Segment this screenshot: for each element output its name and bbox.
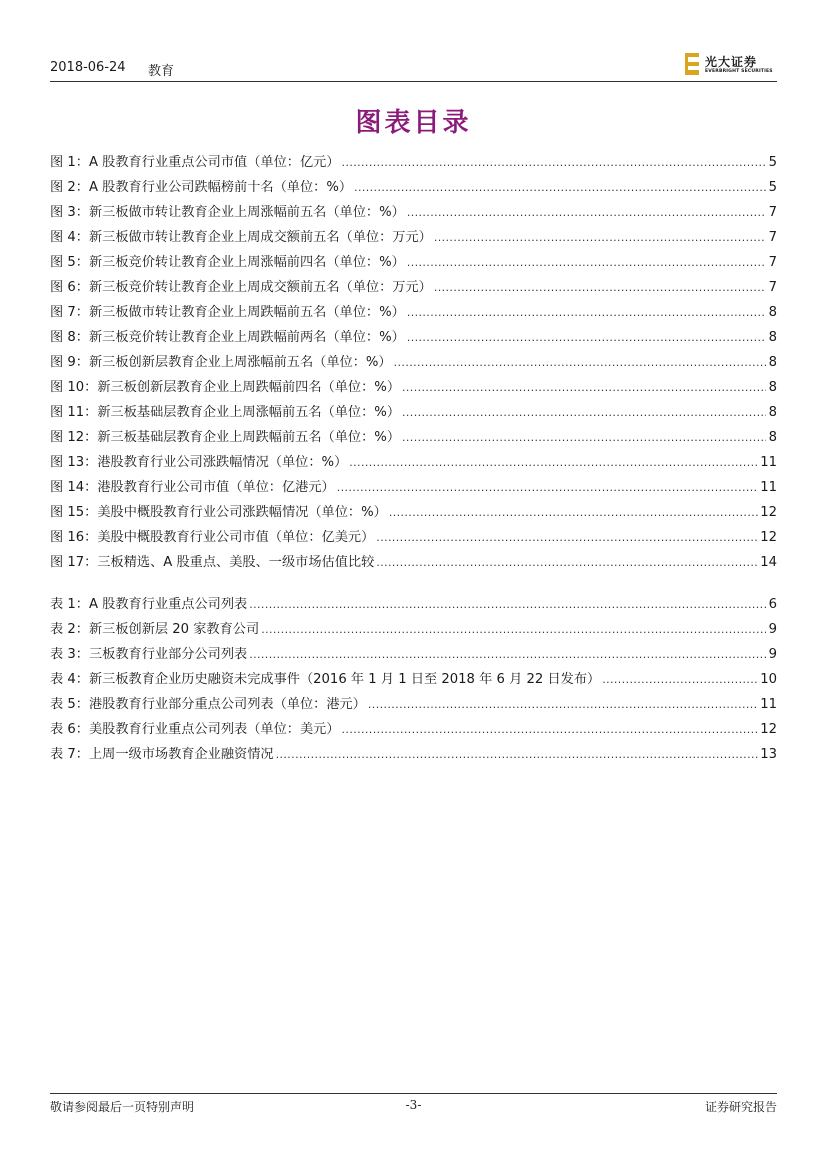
report-type: 证券研究报告 xyxy=(704,1100,777,1114)
figure-entry-label: 图 1：A 股教育行业重点公司市值（单位：亿元） xyxy=(50,155,340,170)
figure-entry-label: 图 13：港股教育行业公司涨跌幅情况（单位：%） xyxy=(50,455,348,470)
dot-leader xyxy=(389,504,758,521)
table-entry-label: 表 3：三板教育行业部分公司列表 xyxy=(50,647,248,662)
report-date: 2018-06-24 xyxy=(50,60,126,75)
figure-entry-label: 图 8：新三板竞价转让教育企业上周跌幅前两名（单位：%） xyxy=(50,330,405,345)
figure-entry-page: 12 xyxy=(760,530,777,545)
logo-cn-text: 光大证券 xyxy=(705,55,758,69)
dot-leader xyxy=(407,204,766,221)
figure-entry[interactable] xyxy=(50,196,777,221)
page-number: -3- xyxy=(405,1098,422,1112)
figure-entry-label: 图 16：美股中概股教育行业公司市值（单位：亿美元） xyxy=(50,530,375,545)
figure-entry-page: 12 xyxy=(760,505,777,520)
dot-leader xyxy=(402,404,766,421)
disclaimer-note: 敬请参阅最后一页特别声明 xyxy=(50,1100,195,1114)
figure-entry-label: 图 2：A 股教育行业公司跌幅榜前十名（单位：%） xyxy=(50,180,353,195)
dot-leader xyxy=(394,354,766,371)
dot-leader xyxy=(261,621,766,638)
figure-entry-label: 图 7：新三板做市转让教育企业上周跌幅前五名（单位：%） xyxy=(50,305,405,320)
figure-entry-page: 8 xyxy=(768,430,777,445)
figure-entry[interactable] xyxy=(50,471,777,496)
table-entry-page: 10 xyxy=(760,672,777,687)
table-entry-page: 6 xyxy=(768,597,777,612)
figure-entry-label: 图 5：新三板竞价转让教育企业上周涨幅前四名（单位：%） xyxy=(50,255,405,270)
figure-entry-label: 图 14：港股教育行业公司市值（单位：亿港元） xyxy=(50,480,335,495)
table-entry-label: 表 4：新三板教育企业历史融资未完成事件（2016 年 1 月 1 日至 2018 年 6 月 22 日发布） xyxy=(50,672,601,687)
figure-entry[interactable] xyxy=(50,296,777,321)
figure-entry[interactable] xyxy=(50,421,777,446)
figure-entry-label: 图 9：新三板创新层教育企业上周涨幅前五名（单位：%） xyxy=(50,355,392,370)
table-entry-page: 9 xyxy=(768,647,777,662)
figure-entry-label: 图 10：新三板创新层教育企业上周跌幅前四名（单位：%） xyxy=(50,380,401,395)
figure-entry-page: 8 xyxy=(768,355,777,370)
figure-entry-page: 7 xyxy=(768,280,777,295)
page-title: 图表目录 xyxy=(355,108,472,138)
figure-entry-label: 图 4：新三板做市转让教育企业上周成交额前五名（单位：万元） xyxy=(50,230,432,245)
figure-entry[interactable] xyxy=(50,271,777,296)
figure-entry-page: 5 xyxy=(768,180,777,195)
figure-entry-page: 8 xyxy=(768,305,777,320)
figure-entry[interactable] xyxy=(50,171,777,196)
table-entry-page: 13 xyxy=(760,747,777,762)
figure-entry-page: 7 xyxy=(768,255,777,270)
page-header xyxy=(50,56,777,82)
figure-entry-page: 14 xyxy=(760,555,777,570)
figure-entry[interactable] xyxy=(50,246,777,271)
dot-leader xyxy=(342,154,766,171)
table-entry-label: 表 7：上周一级市场教育企业融资情况 xyxy=(50,747,274,762)
dot-leader xyxy=(407,329,766,346)
dot-leader xyxy=(407,304,766,321)
table-entry-label: 表 6：美股教育行业重点公司列表（单位：美元） xyxy=(50,722,340,737)
figure-entry[interactable] xyxy=(50,221,777,246)
dot-leader xyxy=(402,379,766,396)
figure-entry-label: 图 17：三板精选、A 股重点、美股、一级市场估值比较 xyxy=(50,555,375,570)
table-entry[interactable] xyxy=(50,713,777,738)
table-list xyxy=(50,588,777,763)
figure-entry[interactable] xyxy=(50,396,777,421)
dot-leader xyxy=(402,429,766,446)
figure-entry[interactable] xyxy=(50,346,777,371)
dot-leader xyxy=(602,671,758,688)
dot-leader xyxy=(249,646,766,663)
figure-entry-page: 11 xyxy=(760,455,777,470)
dot-leader xyxy=(354,179,766,196)
page-footer xyxy=(50,1098,777,1114)
table-entry-label: 表 2：新三板创新层 20 家教育公司 xyxy=(50,622,260,637)
table-entry[interactable] xyxy=(50,738,777,763)
logo-en-text: EVERBRIGHT SECURITIES xyxy=(705,69,773,74)
figure-entry[interactable] xyxy=(50,546,777,571)
everbright-logo xyxy=(683,53,777,79)
footer-divider xyxy=(50,1093,777,1094)
table-entry[interactable] xyxy=(50,688,777,713)
figure-entry-page: 11 xyxy=(760,480,777,495)
dot-leader xyxy=(376,529,758,546)
figure-entry[interactable] xyxy=(50,321,777,346)
report-sector: 教育 xyxy=(148,64,175,79)
table-entry[interactable] xyxy=(50,638,777,663)
table-entry[interactable] xyxy=(50,613,777,638)
dot-leader xyxy=(434,229,766,246)
figure-entry[interactable] xyxy=(50,521,777,546)
dot-leader xyxy=(349,454,758,471)
dot-leader xyxy=(249,596,766,613)
figure-entry[interactable] xyxy=(50,371,777,396)
table-entry[interactable] xyxy=(50,588,777,613)
table-entry[interactable] xyxy=(50,663,777,688)
figure-entry-page: 7 xyxy=(768,230,777,245)
table-entry-label: 表 1：A 股教育行业重点公司列表 xyxy=(50,597,248,612)
figure-entry[interactable] xyxy=(50,496,777,521)
table-entry-page: 12 xyxy=(760,722,777,737)
dot-leader xyxy=(276,746,759,763)
figure-entry[interactable] xyxy=(50,146,777,171)
figure-entry-label: 图 6：新三板竞价转让教育企业上周成交额前五名（单位：万元） xyxy=(50,280,432,295)
table-entry-page: 11 xyxy=(760,697,777,712)
table-entry-label: 表 5：港股教育行业部分重点公司列表（单位：港元） xyxy=(50,697,366,712)
header-divider xyxy=(50,81,777,82)
dot-leader xyxy=(434,279,766,296)
dot-leader xyxy=(368,696,758,713)
dot-leader xyxy=(337,479,758,496)
figure-entry-label: 图 15：美股中概股教育行业公司涨跌幅情况（单位：%） xyxy=(50,505,387,520)
figure-entry-page: 7 xyxy=(768,205,777,220)
logo-mark-icon xyxy=(685,53,699,75)
figure-entry-page: 5 xyxy=(768,155,777,170)
table-entry-page: 9 xyxy=(768,622,777,637)
dot-leader xyxy=(376,554,758,571)
dot-leader xyxy=(342,721,759,738)
figure-list xyxy=(50,146,777,571)
figure-entry-label: 图 11：新三板基础层教育企业上周涨幅前五名（单位：%） xyxy=(50,405,401,420)
figure-entry-label: 图 12：新三板基础层教育企业上周跌幅前五名（单位：%） xyxy=(50,430,401,445)
figure-entry[interactable] xyxy=(50,446,777,471)
figure-entry-page: 8 xyxy=(768,330,777,345)
figure-entry-page: 8 xyxy=(768,380,777,395)
figure-entry-label: 图 3：新三板做市转让教育企业上周涨幅前五名（单位：%） xyxy=(50,205,405,220)
dot-leader xyxy=(407,254,766,271)
figure-entry-page: 8 xyxy=(768,405,777,420)
